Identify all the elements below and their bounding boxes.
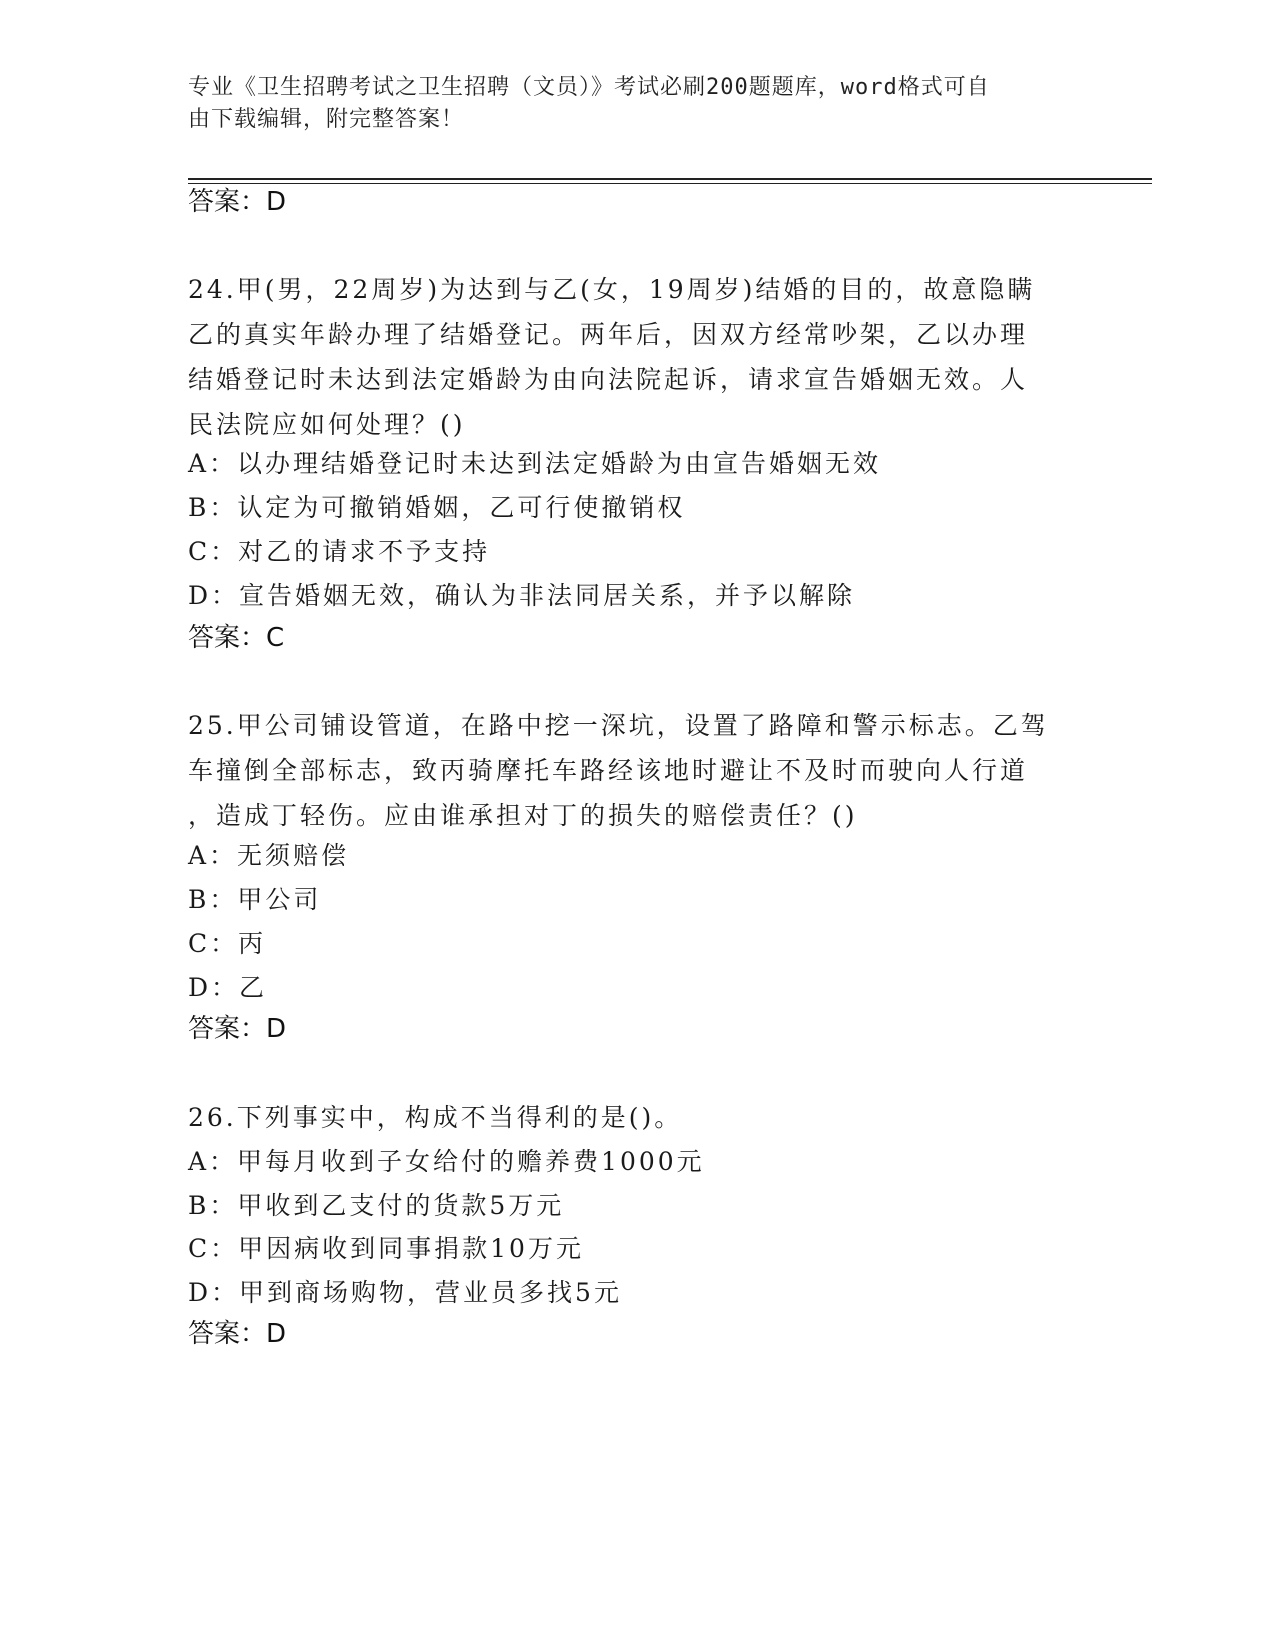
header-line-2: 由下载编辑，附完整答案！: [188, 107, 465, 132]
question-24-option-b: B：认定为可撤销婚姻，乙可行使撤销权: [188, 493, 686, 522]
question-25-option-c: C：丙: [188, 929, 267, 958]
question-26-option-b: B：甲收到乙支付的货款5万元: [188, 1191, 565, 1220]
question-25-text: [188, 703, 1088, 838]
header-divider: [188, 178, 1152, 180]
question-26-option-c: C：甲因病收到同事捐款10万元: [188, 1234, 584, 1263]
question-24-option-d: D：宣告婚姻无效，确认为非法同居关系，并予以解除: [188, 581, 856, 610]
question-line: 25.甲公司铺设管道，在路中挖一深坑，设置了路障和警示标志。乙驾: [188, 711, 1049, 740]
question-26-option-a: A：甲每月收到子女给付的赡养费1000元: [188, 1147, 705, 1176]
question-26-text: [188, 1095, 1088, 1140]
answer-previous: 答案：D: [188, 187, 287, 217]
document-header: [188, 72, 1088, 136]
header-line-1: 专业《卫生招聘考试之卫生招聘（文员）》考试必刷200题题库，word格式可自: [188, 75, 990, 100]
question-25-option-a: A：无须赔偿: [188, 841, 350, 870]
question-25-answer: 答案：D: [188, 1014, 287, 1044]
question-26-option-d: D：甲到商场购物，营业员多找5元: [188, 1278, 622, 1307]
question-line: ，造成丁轻伤。应由谁承担对丁的损失的赔偿责任？(): [188, 801, 858, 830]
question-24-answer: 答案：C: [188, 623, 285, 653]
question-25-option-b: B：甲公司: [188, 885, 322, 914]
question-line: 26.下列事实中，构成不当得利的是()。: [188, 1103, 683, 1132]
question-25-option-d: D：乙: [188, 973, 268, 1002]
question-24-text: [188, 267, 1088, 447]
question-24-option-c: C：对乙的请求不予支持: [188, 537, 491, 566]
question-line: 民法院应如何处理？(): [188, 410, 466, 439]
question-line: 乙的真实年龄办理了结婚登记。两年后，因双方经常吵架，乙以办理: [188, 320, 1029, 349]
question-24-option-a: A：以办理结婚登记时未达到法定婚龄为由宣告婚姻无效: [188, 449, 882, 478]
question-line: 车撞倒全部标志，致丙骑摩托车路经该地时避让不及时而驶向人行道: [188, 756, 1029, 785]
question-26-answer: 答案：D: [188, 1319, 287, 1349]
question-line: 24.甲(男，22周岁)为达到与乙(女，19周岁)结婚的目的，故意隐瞒: [188, 275, 1036, 304]
header-divider-thin: [188, 183, 1152, 184]
question-line: 结婚登记时未达到法定婚龄为由向法院起诉，请求宣告婚姻无效。人: [188, 365, 1029, 394]
